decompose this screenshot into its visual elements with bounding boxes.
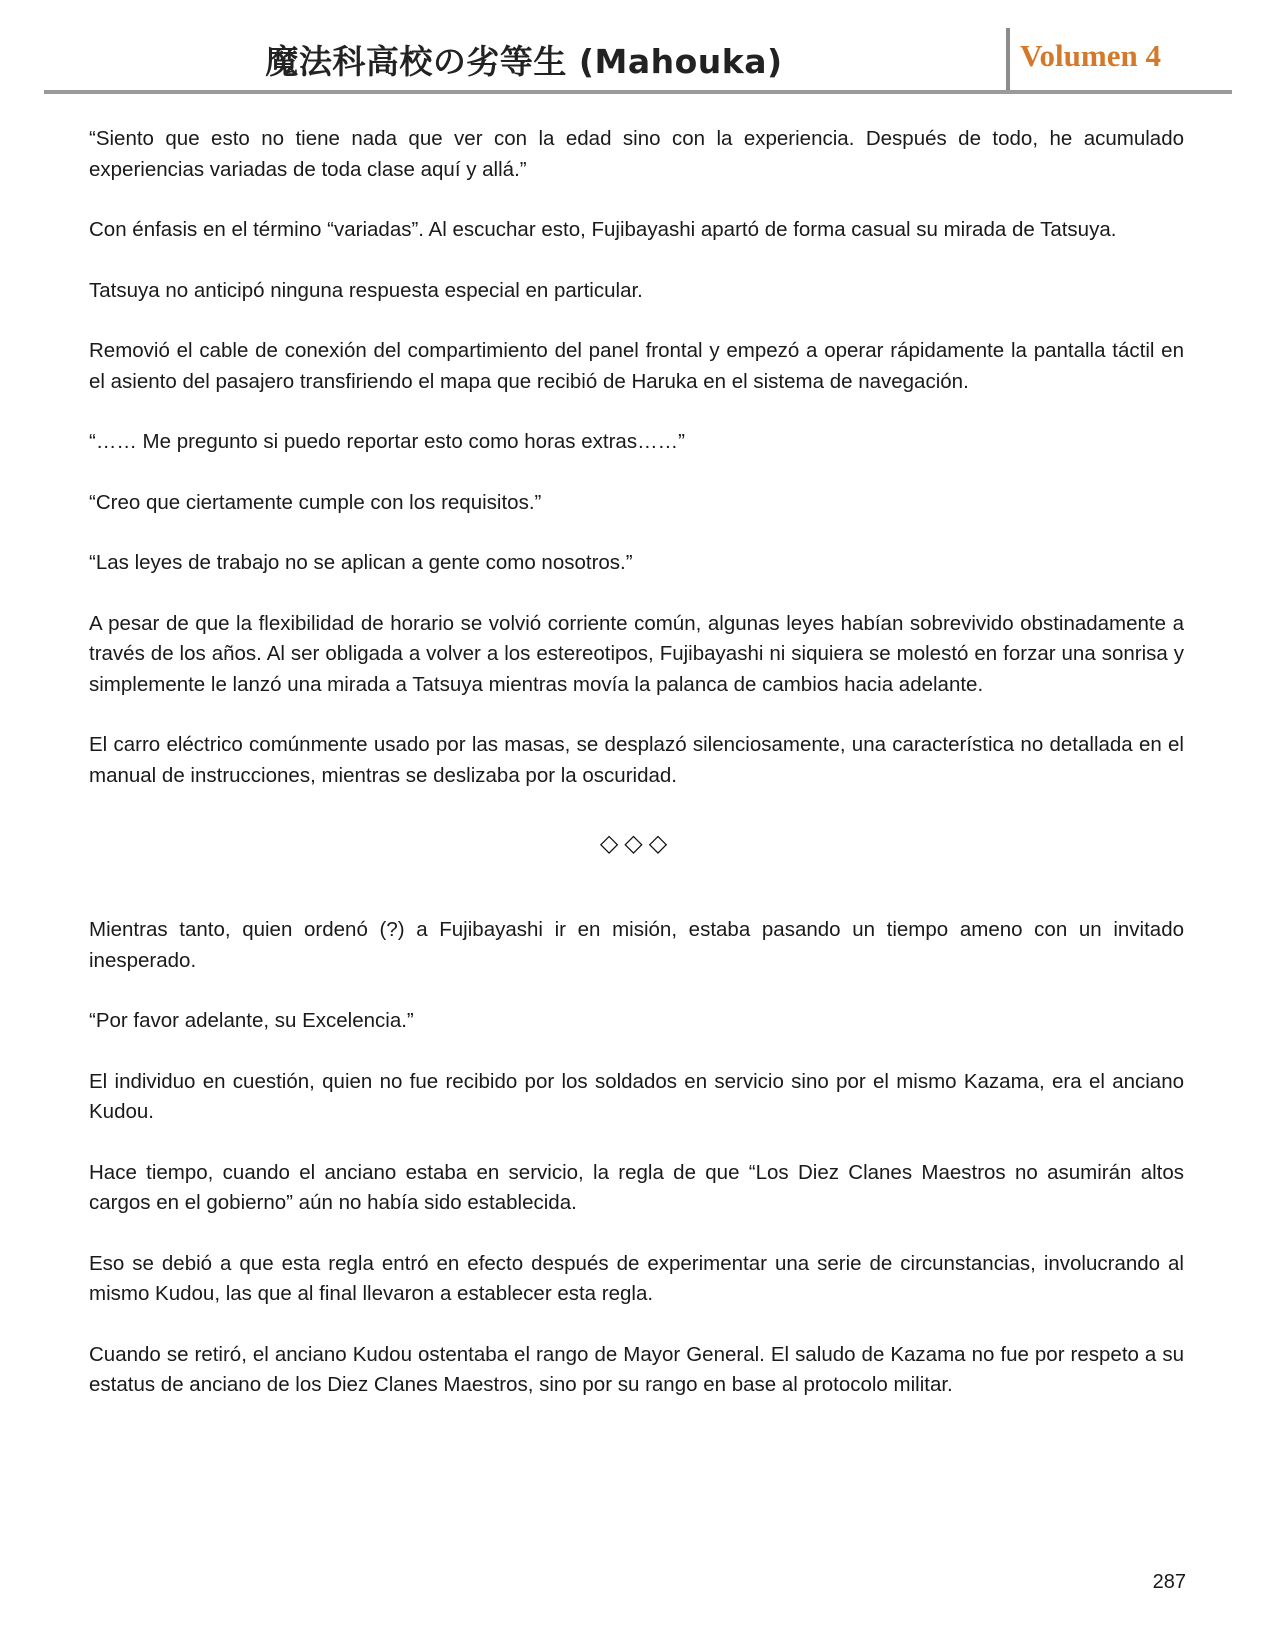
paragraph: Mientras tanto, quien ordenó (?) a Fujibayashi ir en misión, estaba pasando un tiempo ameno con un invitado inesperado.	[89, 918, 1184, 972]
page-body	[89, 124, 1184, 1431]
paragraph: Hace tiempo, cuando el anciano estaba en servicio, la regla de que “Los Diez Clanes Maestros no asumirán altos cargos en el gobierno” aún no había sido establecida.	[89, 1160, 1184, 1214]
page-number: 287	[1152, 1571, 1186, 1593]
paragraph: “Las leyes de trabajo no se aplican a gente como nosotros.”	[89, 551, 633, 574]
paragraph: “…… Me pregunto si puedo reportar esto como horas extras……”	[89, 430, 685, 453]
paragraph: Removió el cable de conexión del compartimiento del panel frontal y empezó a operar rápidamente la pantalla táctil en el asiento del pasajero transfiriendo el mapa que recibió de Haruka en el sistema de navegación.	[89, 339, 1184, 393]
volume-label: Volumen 4	[1020, 38, 1161, 73]
header-rule	[44, 90, 1232, 94]
paragraph: Eso se debió a que esta regla entró en efecto después de experimentar una serie de circunstancias, involucrando al mismo Kudou, las que al final llevaron a establecer esta regla.	[89, 1251, 1184, 1305]
paragraph: El carro eléctrico comúnmente usado por las masas, se desplazó silenciosamente, una característica no detallada en el manual de instrucciones, mientras se deslizaba por la oscuridad.	[89, 733, 1184, 787]
paragraph: A pesar de que la flexibilidad de horario se volvió corriente común, algunas leyes habían sobrevivido obstinadamente a través de los años. Al ser obligada a volver a los estereotipos, Fujibayashi ni siquiera se molestó en forzar una sonrisa y simplemente le lanzó una mirada a Tatsuya mientras movía la palanca de cambios hacia adelante.	[89, 611, 1184, 696]
scene-separator: ◇◇◇	[599, 829, 674, 857]
header-divider	[1006, 28, 1010, 92]
paragraph: “Siento que esto no tiene nada que ver con la edad sino con la experiencia. Después de todo, he acumulado experiencias variadas de toda clase aquí y allá.”	[89, 127, 1184, 181]
paragraph: El individuo en cuestión, quien no fue recibido por los soldados en servicio sino por el mismo Kazama, era el anciano Kudou.	[89, 1069, 1184, 1123]
paragraph: “Creo que ciertamente cumple con los requisitos.”	[89, 490, 542, 514]
paragraph: Tatsuya no anticipó ninguna respuesta especial en particular.	[89, 278, 643, 302]
page-header	[44, 28, 1232, 94]
paragraph: Con énfasis en el término “variadas”. Al escuchar esto, Fujibayashi apartó de forma casual su mirada de Tatsuya.	[89, 218, 1117, 241]
book-title: 魔法科高校の劣等生 (Mahouka)	[265, 42, 783, 81]
paragraph: Cuando se retiró, el anciano Kudou ostentaba el rango de Mayor General. El saludo de Kazama no fue por respeto a su estatus de anciano de los Diez Clanes Maestros, sino por su rango en base al protocolo militar.	[89, 1342, 1184, 1396]
paragraph: “Por favor adelante, su Excelencia.”	[89, 1009, 414, 1032]
